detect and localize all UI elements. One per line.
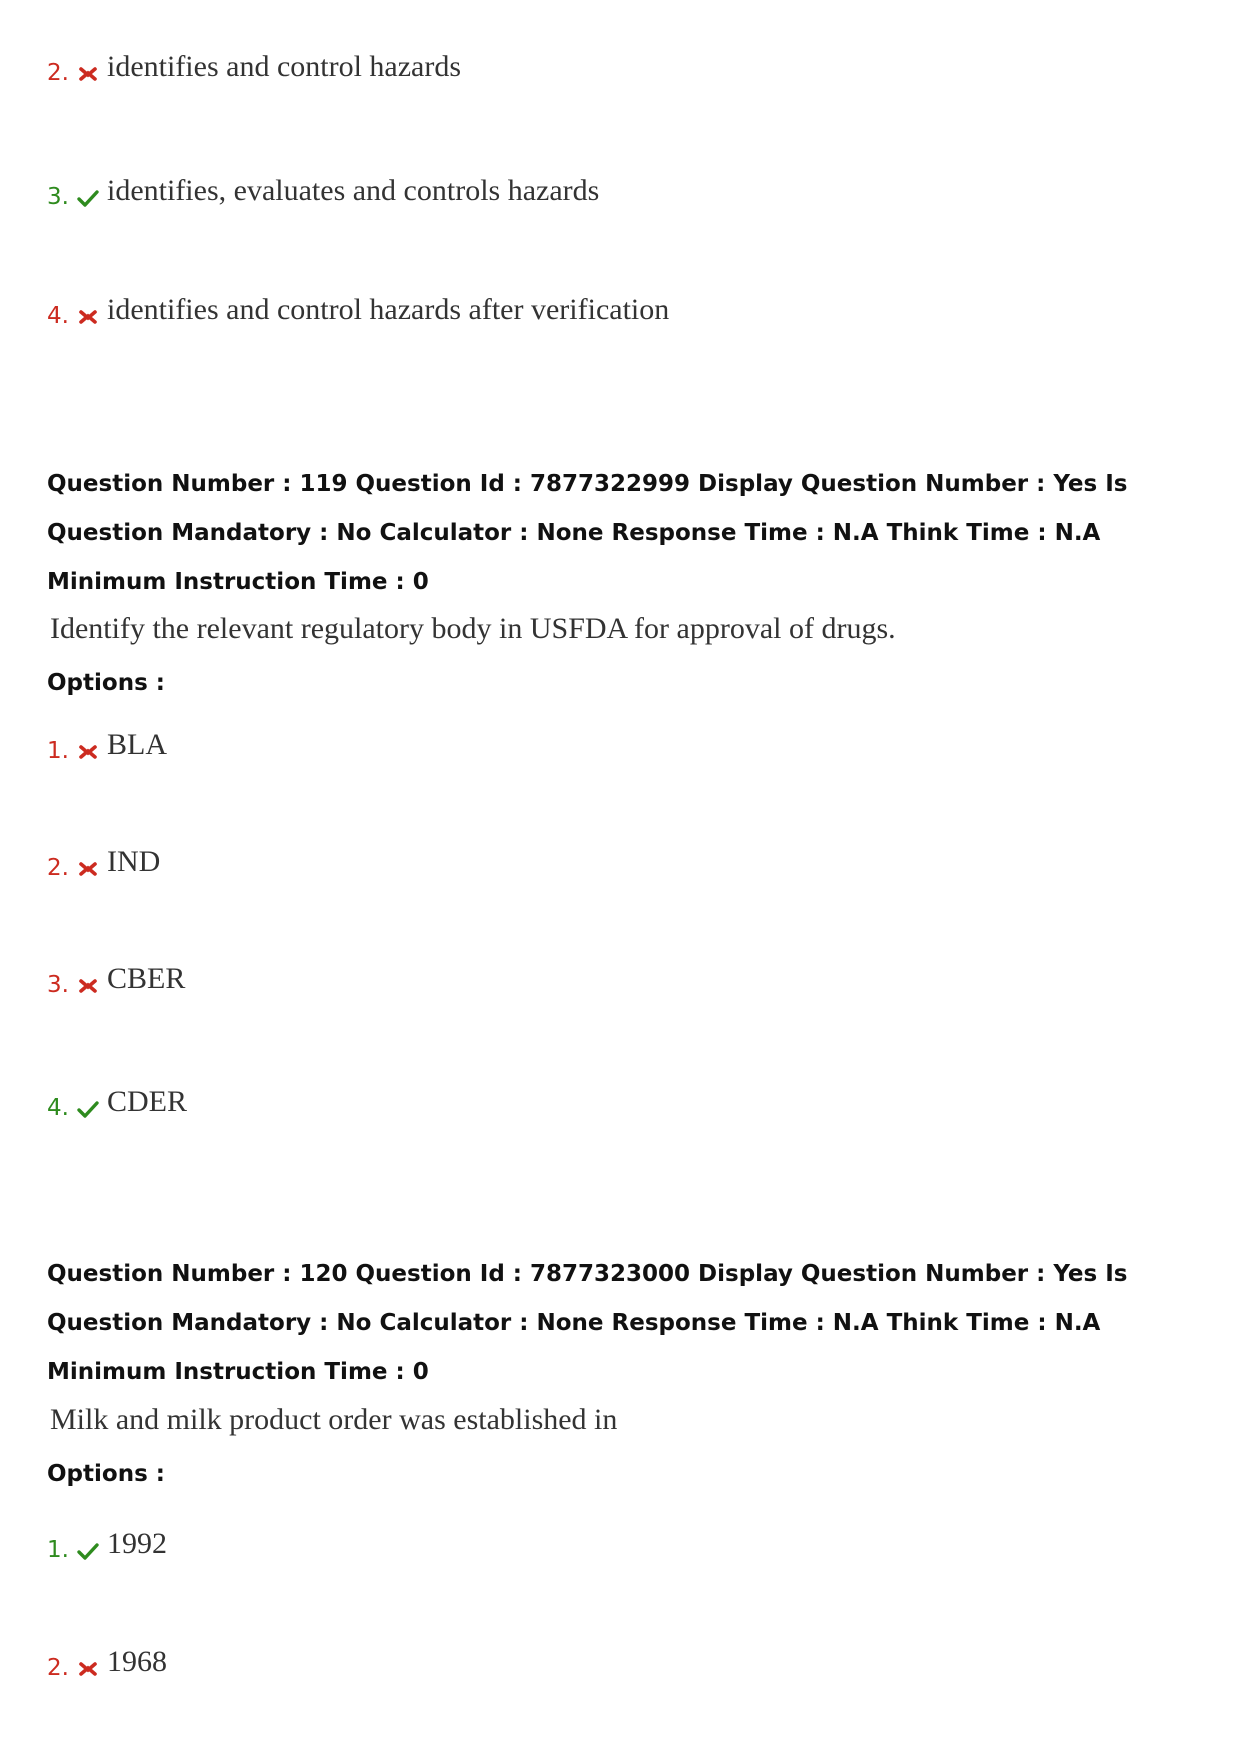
option-text: identifies and control hazards bbox=[107, 50, 462, 83]
option-text: identifies and control hazards after verification bbox=[107, 293, 670, 326]
option-text: 1968 bbox=[107, 1645, 167, 1678]
question-text: Milk and milk product order was established in bbox=[50, 1403, 618, 1436]
option-text: IND bbox=[107, 845, 161, 878]
option-number: 3. bbox=[47, 972, 69, 998]
cross-icon bbox=[76, 62, 100, 86]
question-meta: Question Number : 120 Question Id : 7877323000 Display Question Number : Yes Is Question Mandatory : No Calculator : None Response Time : N.A Think Time : N.A Minimum Instruction Time : 0 bbox=[47, 1261, 1128, 1385]
option-number: 1. bbox=[47, 1537, 69, 1563]
question-meta: Question Number : 119 Question Id : 7877322999 Display Question Number : Yes Is Question Mandatory : No Calculator : None Response Time : N.A Think Time : N.A Minimum Instruction Time : 0 bbox=[47, 471, 1128, 595]
option-number: 2. bbox=[47, 60, 69, 86]
cross-icon bbox=[76, 974, 100, 998]
question-text: Identify the relevant regulatory body in USFDA for approval of drugs. bbox=[50, 612, 896, 645]
check-icon bbox=[76, 1539, 100, 1563]
check-icon bbox=[76, 1097, 100, 1121]
cross-icon bbox=[76, 1657, 100, 1681]
option-number: 2. bbox=[47, 1655, 69, 1681]
option-text: identifies, evaluates and controls hazards bbox=[107, 174, 600, 207]
option-text: CDER bbox=[107, 1085, 188, 1118]
options-label: Options : bbox=[47, 1461, 165, 1487]
cross-icon bbox=[76, 857, 100, 881]
option-number: 4. bbox=[47, 1095, 69, 1121]
option-text: 1992 bbox=[107, 1527, 167, 1560]
options-label: Options : bbox=[47, 670, 165, 696]
option-number: 1. bbox=[47, 738, 69, 764]
check-icon bbox=[76, 186, 100, 210]
option-number: 2. bbox=[47, 855, 69, 881]
option-number: 4. bbox=[47, 303, 69, 329]
option-number: 3. bbox=[47, 184, 69, 210]
option-text: CBER bbox=[107, 962, 186, 995]
cross-icon bbox=[76, 305, 100, 329]
option-text: BLA bbox=[107, 728, 167, 761]
cross-icon bbox=[76, 740, 100, 764]
